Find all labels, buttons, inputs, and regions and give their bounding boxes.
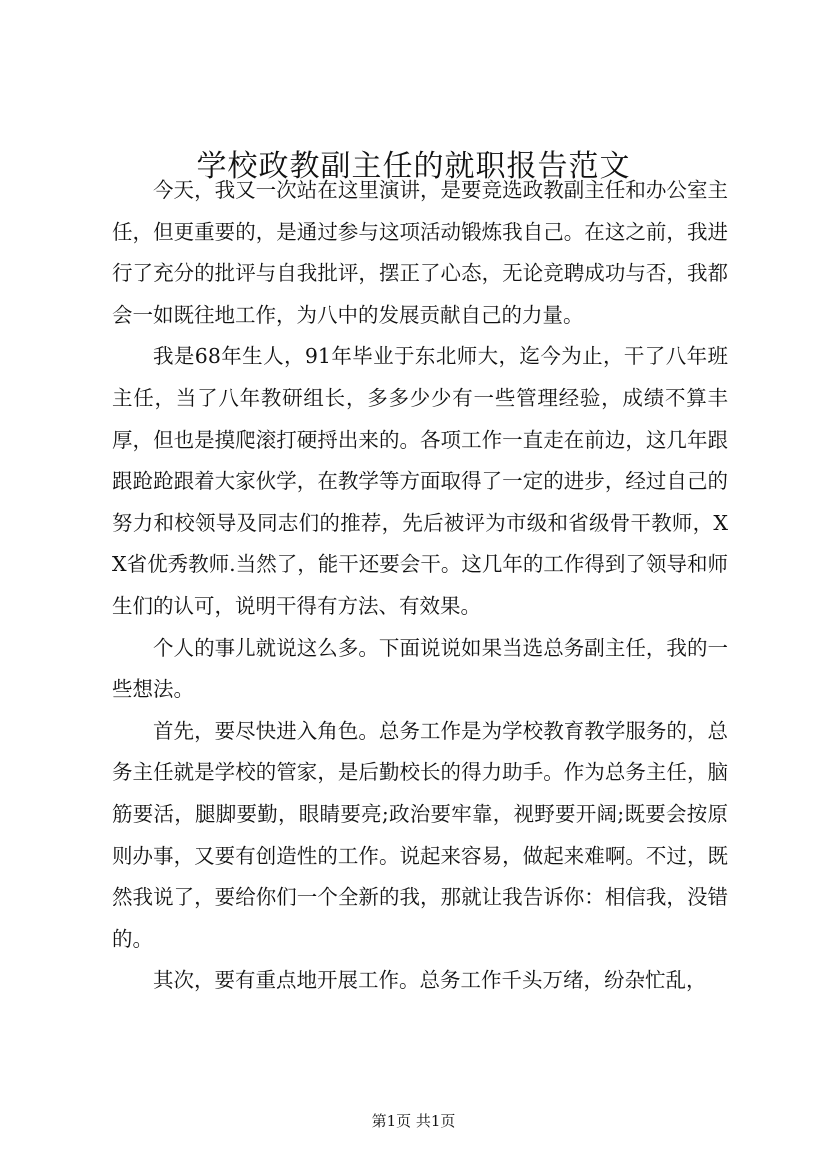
document-body — [112, 170, 728, 1002]
page-footer: 第1页 共1页 — [371, 1112, 456, 1130]
paragraph-1: 今天，我又一次站在这里演讲，是要竞选政教副主任和办公室主任，但更重要的，是通过参与这项活动锻炼我自己。在这之前，我进行了充分的批评与自我批评，摆正了心态，无论竞聘成功与否，我都会一如既往地工作，为八中的发展贡献自己的力量。 — [112, 178, 728, 327]
paragraph-3: 个人的事儿就说这么多。下面说说如果当选总务副主任，我的一些想法。 — [112, 635, 728, 702]
document-title: 学校政教副主任的就职报告范文 — [196, 149, 631, 184]
paragraph-5: 其次，要有重点地开展工作。总务工作千头万绪，纷杂忙乱， — [153, 968, 707, 993]
paragraph-4: 首先，要尽快进入角色。总务工作是为学校教育教学服务的，总务主任就是学校的管家，是后勤校长的得力助手。作为总务主任，脑筋要活，腿脚要勤，眼睛要亮;政治要牢靠，视野要开阔;既要会按原则办事，又要有创造性的工作。说起来容易，做起来难啊。不过，既然我说了，要给你们一个全新的我，那就让我告诉你：相信我，没错的。 — [112, 718, 728, 951]
paragraph-2: 我是68年生人，91年毕业于东北师大，迄今为止，干了八年班主任，当了八年教研组长，多多少少有一些管理经验，成绩不算丰厚，但也是摸爬滚打硬捋出来的。各项工作一直走在前边，这几年跟跟跄跄跟着大家伙学，在教学等方面取得了一定的进步，经过自己的努力和校领导及同志们的推荐，先后被评为市级和省级骨干教师，XX省优秀教师.当然了，能干还要会干。这几年的工作得到了领导和师生们的认可，说明干得有方法、有效果。 — [112, 344, 728, 618]
